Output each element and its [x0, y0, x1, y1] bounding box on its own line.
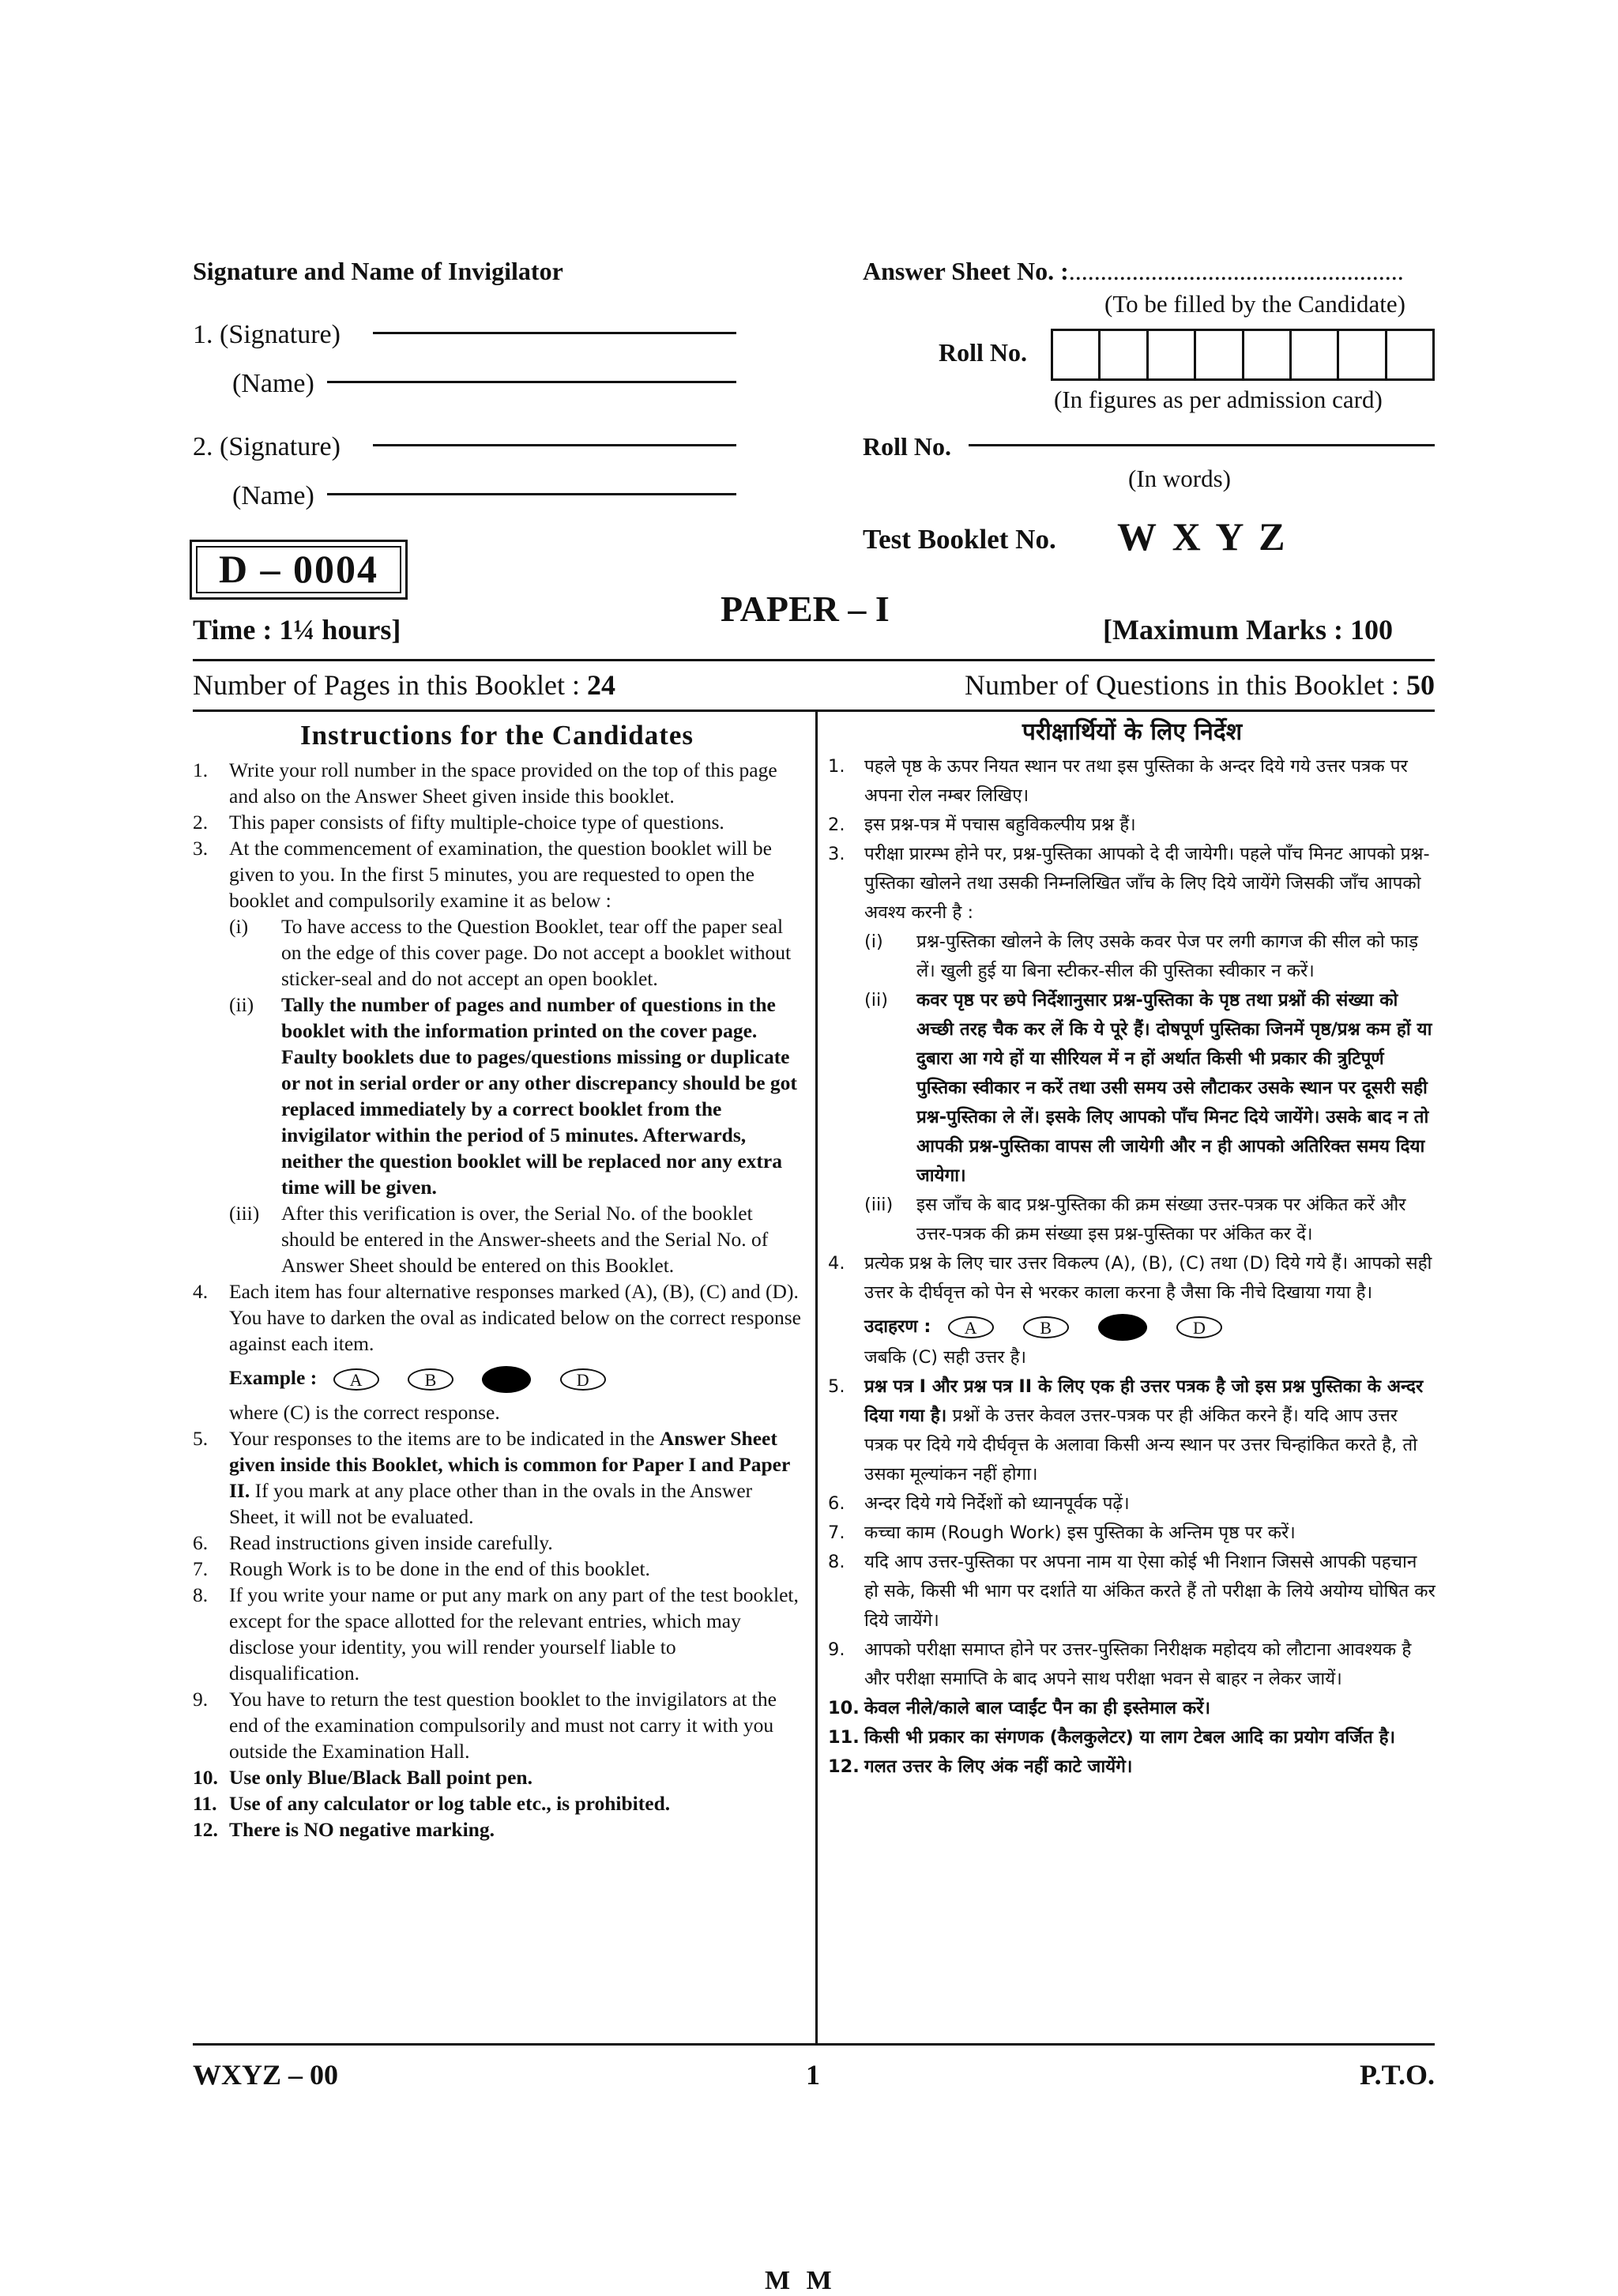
example-note: where (C) is the correct response. — [229, 1401, 500, 1425]
paper-code-box — [190, 540, 408, 600]
header-rule — [193, 659, 1435, 661]
hindi-instruction-3-iii — [864, 1191, 1436, 1249]
instruction-text: कच्चा काम (Rough Work) इस पुस्तिका के अन्तिम पृष्ठ पर करें। — [864, 1523, 1296, 1543]
columns-top-rule — [193, 710, 1435, 712]
roll-digit-box[interactable] — [1053, 331, 1098, 378]
item-number: 7. — [193, 1557, 209, 1581]
questions-count-value: 50 — [1406, 669, 1435, 701]
item-number: (iii) — [229, 1202, 260, 1225]
roll-digit-box[interactable] — [1242, 331, 1289, 378]
item-number: 5. — [828, 1376, 845, 1397]
hindi-instruction-3-ii — [864, 986, 1436, 1191]
item-number: 6. — [193, 1531, 209, 1555]
oval-b: B — [1023, 1316, 1069, 1338]
item-number: (i) — [229, 915, 249, 938]
instruction-3 — [193, 835, 801, 1278]
answer-sheet-text: Answer Sheet No. : — [863, 257, 1069, 285]
item-number: 8. — [828, 1552, 845, 1572]
instruction-text: किसी भी प्रकार का संगणक (कैलकुलेटर) या लाग टेबल आदि का प्रयोग वर्जित है। — [864, 1727, 1396, 1748]
item-number: (iii) — [864, 1195, 894, 1215]
item-number: 4. — [828, 1253, 845, 1274]
hindi-instruction-1 — [828, 752, 1436, 811]
instruction-text: इस जाँच के बाद प्रश्न-पुस्तिका की क्रम संख्या उत्तर-पत्रक पर अंकित करें और उत्तर-पत्रक की क्रम संख्या इस प्रश्न-पुस्तिका पर अंकित कर दें। — [916, 1195, 1406, 1244]
column-divider — [815, 710, 818, 2045]
instruction-text: परीक्षा प्रारम्भ होने पर, प्रश्न-पुस्तिका आपको दे दी जायेगी। पहले पाँच मिनट आपको प्रश्न-पुस्तिका खोलने तथा उसकी निम्नलिखित जाँच के लिए दिये जायेंगे जिसकी जाँच आपको अवश्य करनी है : — [864, 844, 1430, 923]
english-instructions — [193, 717, 801, 1842]
name-line-2[interactable] — [327, 493, 736, 495]
hindi-instruction-9 — [828, 1635, 1436, 1694]
test-booklet-label: Test Booklet No. — [863, 524, 1056, 555]
item-number: (ii) — [229, 993, 254, 1016]
name-label-2: (Name) — [232, 481, 314, 510]
instruction-text: आपको परीक्षा समाप्त होने पर उत्तर-पुस्तिका निरीक्षक महोदय को लौटाना आवश्यक है और परीक्षा समाप्ति के बाद अपने साथ परीक्षा भवन से बाहर न लेकर जायें। — [864, 1639, 1412, 1689]
roll-no-words-label: Roll No. — [863, 432, 951, 461]
hindi-example-row — [864, 1312, 1436, 1342]
item-number: 6. — [828, 1493, 845, 1514]
time-label: Time : 1¼ hours] — [193, 614, 401, 646]
oval-c-filled — [1098, 1314, 1147, 1341]
instruction-12 — [193, 1816, 801, 1842]
bottom-mark: M M — [765, 2266, 837, 2295]
questions-count-label: Number of Questions in this Booklet : — [965, 669, 1406, 701]
item-number: 8. — [193, 1583, 209, 1607]
name-line-1[interactable] — [327, 381, 736, 383]
paper-title: PAPER – I — [721, 589, 890, 629]
hindi-instruction-2 — [828, 811, 1436, 840]
to-be-filled-note: (To be filled by the Candidate) — [1104, 290, 1405, 318]
item-number: (i) — [864, 932, 883, 952]
instruction-3-i — [229, 913, 801, 992]
instruction-text-bold: Answer Sheet given inside this Booklet, which is common for Paper I and Paper II. — [229, 1427, 790, 1503]
roll-digit-box[interactable] — [1289, 331, 1337, 378]
pages-count-value: 24 — [586, 669, 615, 701]
instruction-text: Each item has four alternative responses marked (A), (B), (C) and (D). You have to darken the oval as indicated below on the correct response against each item. — [229, 1280, 801, 1355]
oval-c-filled — [482, 1366, 531, 1393]
hindi-instruction-8 — [828, 1548, 1436, 1635]
instruction-text: प्रश्नों के उत्तर केवल उत्तर-पत्रक पर ही अंकित करने हैं। यदि आप उत्तर पत्रक पर दिये गये दीर्घवृत्त के अलावा किसी अन्य स्थान पर उत्तर चिन्हांकित करते है, तो उसका मूल्यांकन नहीं होगा। — [864, 1406, 1417, 1485]
hindi-heading: परीक्षार्थियों के लिए निर्देश — [1022, 718, 1243, 746]
instruction-1 — [193, 757, 801, 809]
item-number: 1. — [193, 758, 209, 781]
pto-label: P.T.O. — [1359, 2059, 1435, 2091]
instruction-11 — [193, 1790, 801, 1816]
columns-bottom-rule — [193, 2043, 1435, 2046]
roll-digit-box[interactable] — [1194, 331, 1241, 378]
instruction-text: Use of any calculator or log table etc., is prohibited. — [229, 1792, 671, 1816]
instruction-10 — [193, 1764, 801, 1790]
item-number: 3. — [828, 844, 845, 864]
instruction-text: Your responses to the items are to be indicated in the — [229, 1427, 660, 1451]
hindi-instruction-3-i — [864, 928, 1436, 986]
instruction-text: प्रश्न-पुस्तिका खोलने के लिए उसके कवर पेज पर लगी कागज की सील को फाड़ लें। खुली हुई या बिना स्टीकर-सील की पुस्तिका स्वीकार न करें। — [916, 932, 1419, 981]
instruction-text: Use only Blue/Black Ball point pen. — [229, 1766, 532, 1790]
instruction-7 — [193, 1556, 801, 1582]
roll-digit-box[interactable] — [1146, 331, 1194, 378]
hindi-instruction-11 — [828, 1723, 1436, 1752]
item-number: 11. — [193, 1792, 217, 1816]
instruction-text: At the commencement of examination, the question booklet will be given to you. In the first 5 minutes, you are requested to open the booklet and compulsorily examine it as below : — [229, 837, 772, 912]
instruction-text: This paper consists of fifty multiple-choice type of questions. — [229, 811, 724, 834]
invigilator-heading: Signature and Name of Invigilator — [193, 257, 563, 285]
item-number: 5. — [193, 1427, 209, 1451]
instruction-text: अन्दर दिये गये निर्देशों को ध्यानपूर्वक पढ़ें। — [864, 1493, 1130, 1514]
footer-code: WXYZ – 00 — [193, 2059, 339, 2091]
page-number: 1 — [806, 2059, 820, 2091]
hindi-example-label: उदाहरण : — [864, 1316, 931, 1337]
hindi-instruction-5 — [828, 1372, 1436, 1489]
instruction-8 — [193, 1582, 801, 1686]
roll-no-boxes[interactable] — [1051, 329, 1435, 381]
instruction-6 — [193, 1530, 801, 1556]
item-number: 11. — [828, 1727, 860, 1748]
instruction-text: Rough Work is to be done in the end of this booklet. — [229, 1557, 650, 1581]
item-number: 3. — [193, 837, 209, 860]
hindi-instruction-12 — [828, 1752, 1436, 1782]
instruction-text: There is NO negative marking. — [229, 1818, 495, 1842]
oval-b: B — [408, 1368, 453, 1391]
hindi-instruction-3 — [828, 840, 1436, 1249]
instruction-text: गलत उत्तर के लिए अंक नहीं काटे जायेंगे। — [864, 1756, 1133, 1777]
paper-code: D – 0004 — [218, 547, 379, 591]
roll-digit-box[interactable] — [1385, 331, 1432, 378]
instruction-text: Write your roll number in the space provided on the top of this page and also on the Answer Sheet given inside this booklet. — [229, 758, 777, 807]
signature-line-1[interactable] — [373, 332, 736, 334]
oval-d: D — [1176, 1316, 1222, 1338]
instruction-9 — [193, 1686, 801, 1764]
roll-no-label: Roll No. — [939, 338, 1027, 367]
item-number: 1. — [828, 756, 845, 777]
item-number: (ii) — [864, 990, 889, 1011]
english-heading: Instructions for the Candidates — [299, 720, 694, 751]
item-number: 2. — [193, 811, 209, 834]
item-number: 2. — [828, 815, 845, 835]
item-number: 4. — [193, 1280, 209, 1303]
hindi-instruction-4 — [828, 1249, 1436, 1372]
answer-sheet-label — [863, 257, 1404, 286]
in-words-note: (In words) — [1128, 465, 1231, 492]
instruction-text: कवर पृष्ठ पर छपे निर्देशानुसार प्रश्न-पुस्तिका के पृष्ठ तथा प्रश्नों की संख्या को अच्छी तरह चैक कर लें कि ये पूरे हैं। दोषपूर्ण पुस्तिका जिनमें पृष्ठ/प्रश्न कम हों या दुबारा आ गये हों या सीरियल में न हों अर्थात किसी भी प्रकार की त्रुटिपूर्ण पुस्तिका स्वीकार न करें तथा उसी समय उसे लौटाकर उसके स्थान पर दूसरी सही प्रश्न-पुस्तिका ले लें। इसके लिए आपको पाँच मिनट दिये जायेंगे। उसके बाद न तो आपकी प्रश्न-पुस्तिका वापस ली जायेगी और न ही आपको अतिरिक्त समय दिया जायेगा। — [916, 990, 1432, 1186]
hindi-example-note: जबकि (C) सही उत्तर है। — [864, 1347, 1027, 1368]
item-number: 10. — [193, 1766, 218, 1790]
oval-a: A — [948, 1316, 994, 1338]
instruction-text: Read instructions given inside carefully. — [229, 1531, 553, 1555]
booklet-code: W X Y Z — [1117, 514, 1289, 559]
item-number: 7. — [828, 1523, 845, 1543]
example-row — [229, 1364, 801, 1393]
max-marks-label: [Maximum Marks : 100 — [1103, 614, 1393, 646]
instruction-text: If you write your name or put any mark on any part of the test booklet, except for the space allotted for the relevant entries, which may disclose your identity, you will render yourself liable to disqualification. — [229, 1583, 799, 1685]
questions-count — [965, 668, 1435, 702]
hindi-instruction-10 — [828, 1694, 1436, 1723]
instruction-2 — [193, 809, 801, 835]
instruction-5 — [193, 1425, 801, 1530]
item-number: 9. — [828, 1639, 845, 1660]
item-number: 9. — [193, 1688, 209, 1711]
signature-label-2: 2. (Signature) — [193, 432, 341, 461]
item-number: 12. — [828, 1756, 860, 1777]
name-label-1: (Name) — [232, 369, 314, 398]
instruction-text: इस प्रश्न-पत्र में पचास बहुविकल्पीय प्रश्न हैं। — [864, 815, 1136, 835]
roll-no-words-line[interactable] — [969, 444, 1435, 446]
in-figures-note: (In figures as per admission card) — [1054, 386, 1383, 413]
instruction-text-bold: प्रश्न पत्र I और प्रश्न पत्र II के लिए एक ही उत्तर पत्रक है जो इस प्रश्न पुस्तिका के अन्दर दिया गया है। — [864, 1376, 1424, 1426]
oval-a: A — [333, 1368, 379, 1391]
hindi-instructions — [828, 714, 1436, 1782]
hindi-instruction-7 — [828, 1519, 1436, 1548]
signature-line-2[interactable] — [373, 444, 736, 446]
roll-digit-box[interactable] — [1337, 331, 1384, 378]
instruction-text: पहले पृष्ठ के ऊपर नियत स्थान पर तथा इस पुस्तिका के अन्दर दिये गये उत्तर पत्रक पर अपना रोल नम्बर लिखिए। — [864, 756, 1408, 806]
pages-count-label: Number of Pages in this Booklet : — [193, 669, 587, 701]
instruction-3-ii — [229, 992, 801, 1200]
example-label: Example : — [229, 1366, 318, 1389]
instruction-text: केवल नीले/काले बाल प्वाईंट पैन का ही इस्तेमाल करें। — [864, 1698, 1210, 1718]
answer-sheet-dots[interactable]: ..................................................... — [1068, 257, 1404, 285]
instruction-text: To have access to the Question Booklet, tear off the paper seal on the edge of this cover page. Do not accept a booklet without sticker-seal and do not accept an open booklet. — [281, 915, 792, 990]
instruction-text: यदि आप उत्तर-पुस्तिका पर अपना नाम या ऐसा कोई भी निशान जिससे आपकी पहचान हो सके, किसी भी भाग पर दर्शाते या अंकित करते हैं तो परीक्षा के लिये अयोग्य घोषित कर दिये जायेंगे। — [864, 1552, 1436, 1631]
signature-label-1: 1. (Signature) — [193, 320, 341, 349]
instruction-text: You have to return the test question booklet to the invigilators at the end of the examination compulsorily and must not carry it with you outside the Examination Hall. — [229, 1688, 777, 1763]
pages-count — [193, 668, 615, 702]
item-number: 10. — [828, 1698, 860, 1718]
instruction-3-iii — [229, 1200, 801, 1278]
instruction-text: After this verification is over, the Serial No. of the booklet should be entered in the Answer-sheets and the Serial No. of Answer Sheet should be entered on this Booklet. — [281, 1202, 769, 1277]
instruction-text: If you mark at any place other than in the ovals in the Answer Sheet, it will not be evaluated. — [229, 1479, 753, 1529]
instruction-text: Tally the number of pages and number of questions in the booklet with the information printed on the cover page. Faulty booklets due to pages/questions missing or duplicate or not in serial order or any other discrepancy should be got replaced immediately by a correct booklet from the invigilator within the period of 5 minutes. Afterwards, neither the question booklet will be replaced nor any extra time will be given. — [281, 993, 797, 1199]
instruction-text: प्रत्येक प्रश्न के लिए चार उत्तर विकल्प (A), (B), (C) तथा (D) दिये गये हैं। आपको सही उत्तर के दीर्घवृत्त को पेन से भरकर काला करना है जैसा कि नीचे दिखाया गया है। — [864, 1253, 1432, 1303]
roll-digit-box[interactable] — [1098, 331, 1146, 378]
item-number: 12. — [193, 1818, 218, 1842]
oval-d: D — [560, 1368, 606, 1391]
hindi-instruction-6 — [828, 1489, 1436, 1519]
instruction-4 — [193, 1278, 801, 1425]
